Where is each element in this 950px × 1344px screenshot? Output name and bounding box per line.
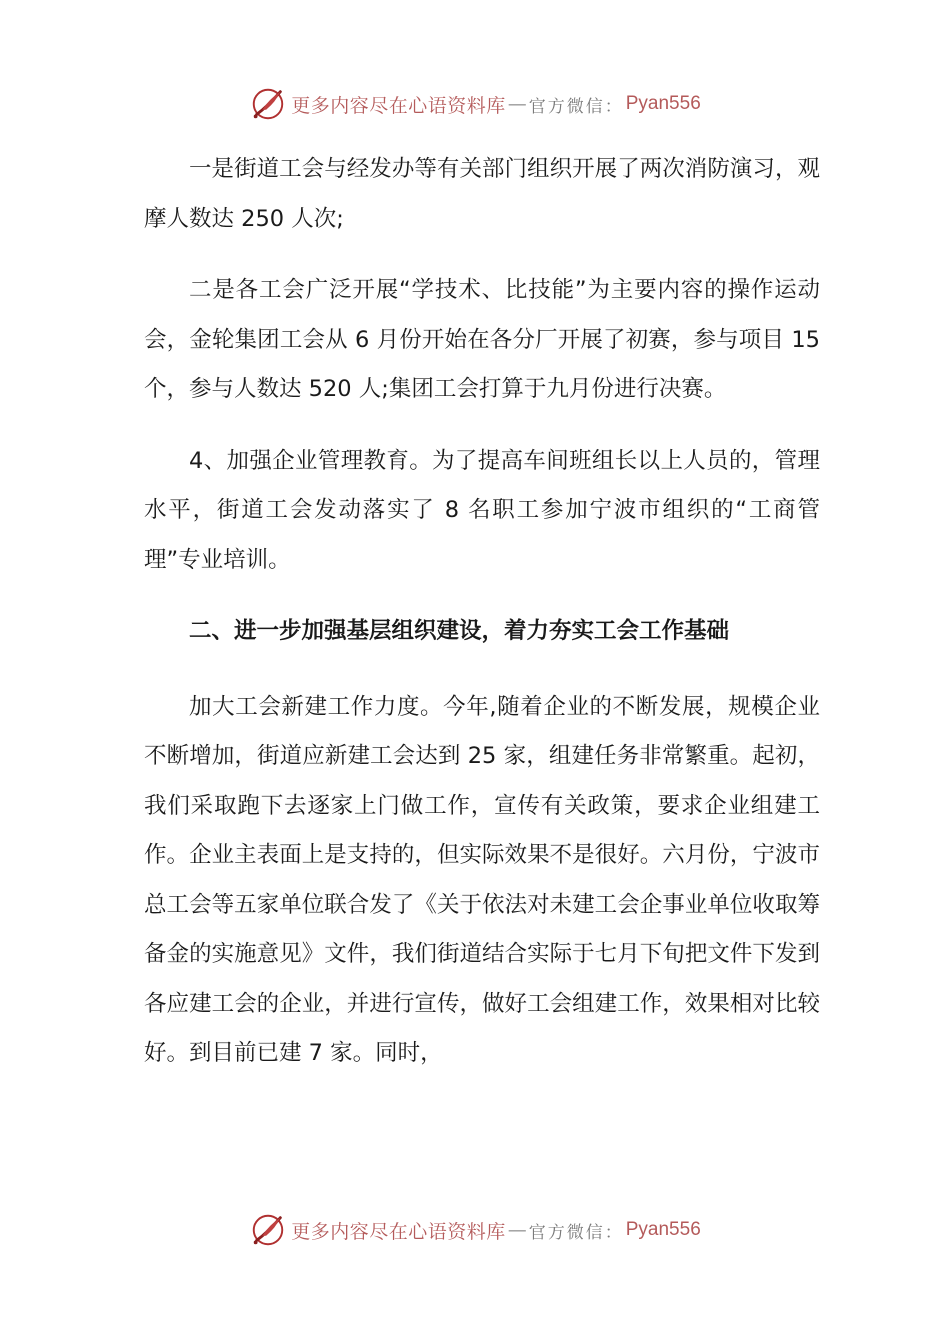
paragraph-4: 加大工会新建工作力度。今年,随着企业的不断发展，规模企业不断增加，街道应新建工会达到 25 家，组建任务非常繁重。起初，我们采取跑下去逐家上门做工作，宣传有关政策，要求企业组建工作。企业主表面上是支持的，但实际效果不是很好。六月份，宁波市总工会等五家单位联合发了《关于依法对未建工会企事业单位收取筹备金的实施意见》文件，我们街道结合实际于七月下旬把文件下发到各应建工会的企业，并进行宣传，做好工会组建工作，效果相对比较好。到目前已建 7 家。同时， <box>144 693 820 1066</box>
wechat-id: Pyan556 <box>625 1219 701 1240</box>
section-heading: 二、进一步加强基层组织建设，着力夯实工会工作基础 <box>189 618 730 644</box>
document-body <box>144 145 820 1101</box>
separator: — <box>507 93 527 115</box>
footer-banner <box>0 1210 950 1250</box>
wechat-label: 官方微信： <box>528 1222 624 1243</box>
wechat-id: Pyan556 <box>625 93 701 114</box>
site-name: 更多内容尽在心语资料库 <box>291 1220 506 1243</box>
site-name: 更多内容尽在心语资料库 <box>291 94 506 117</box>
quill-logo-icon <box>249 1211 287 1249</box>
header-banner <box>0 84 950 124</box>
separator: — <box>507 1219 527 1241</box>
paragraph-3: 4、加强企业管理教育。为了提高车间班组长以上人员的，管理水平，街道工会发动落实了 8 名职工参加宁波市组织的“工商管理”专业培训。 <box>144 447 820 573</box>
quill-logo-icon <box>249 85 287 123</box>
paragraph-1: 一是街道工会与经发办等有关部门组织开展了两次消防演习，观摩人数达 250 人次; <box>144 156 820 232</box>
paragraph-2: 二是各工会广泛开展“学技术、比技能”为主要内容的操作运动会，金轮集团工会从 6 月份开始在各分厂开展了初赛，参与项目 15 个，参与人数达 520 人;集团工会打算于九月份进行决赛。 <box>144 277 820 402</box>
wechat-label: 官方微信： <box>528 96 624 117</box>
